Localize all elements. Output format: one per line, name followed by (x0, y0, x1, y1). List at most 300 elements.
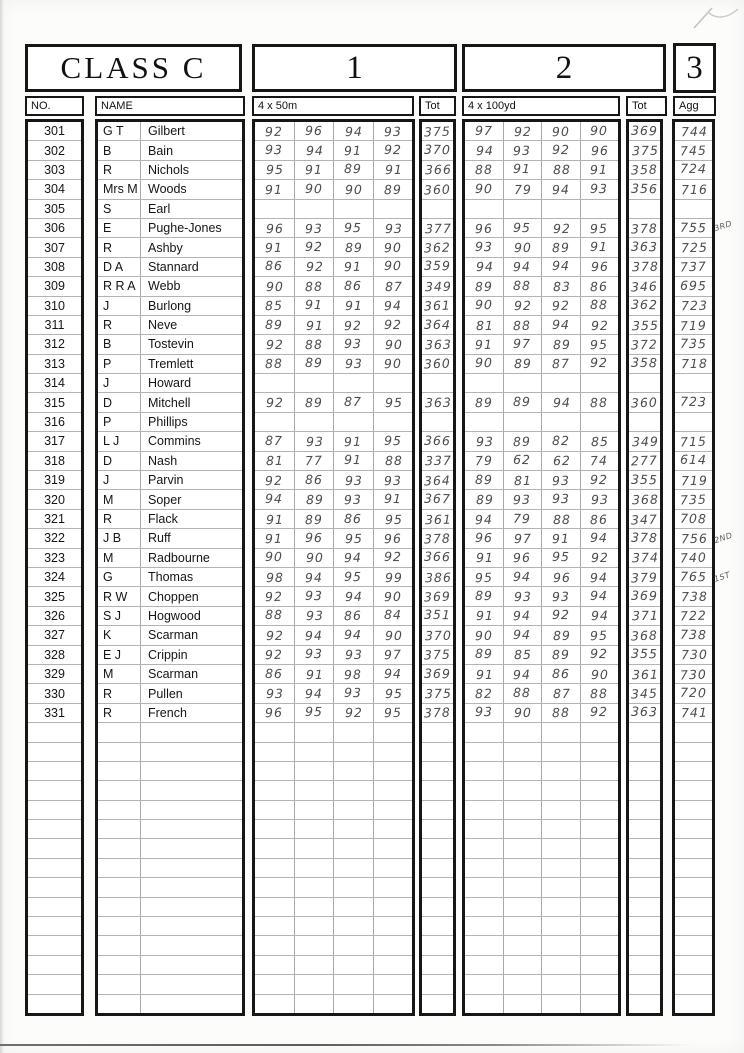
initials-cell (98, 762, 141, 780)
handwritten-score: 95 (383, 705, 402, 721)
handwritten-score: 90 (266, 278, 285, 294)
table-row (465, 549, 618, 568)
handwritten-score: 87 (551, 356, 570, 372)
table-row (422, 898, 453, 917)
aggregate-total-cell (675, 705, 712, 720)
handwritten-aggregate-total: 756 (680, 530, 709, 547)
table-row (465, 161, 618, 180)
table-row (422, 277, 453, 296)
row-number: 329 (44, 667, 65, 682)
score-cell (465, 820, 504, 838)
surname-cell: Nash (148, 453, 178, 468)
handwritten-stage-total: 362 (423, 239, 452, 256)
score-cell (295, 335, 335, 353)
stage-total-cell (422, 162, 453, 177)
initials-cell (98, 936, 141, 954)
handwritten-score: 93 (513, 491, 532, 508)
handwritten-score: 92 (265, 588, 284, 605)
score-cell (374, 393, 413, 411)
handwritten-stage-total: 347 (630, 511, 659, 527)
score-cell (504, 200, 543, 218)
stage1-total-block (419, 119, 456, 1016)
table-row (98, 238, 242, 257)
handwritten-score: 95 (590, 336, 609, 353)
aggregate-total-cell (675, 395, 712, 410)
score-cell (255, 413, 295, 431)
handwritten-score: 93 (591, 491, 610, 508)
handwritten-score: 89 (474, 646, 493, 662)
score-cell (465, 258, 504, 276)
aggregate-total-cell (675, 473, 712, 488)
score-cell (465, 277, 504, 295)
score-cell (504, 839, 543, 857)
table-row (629, 878, 660, 897)
table-row (98, 200, 242, 219)
handwritten-score: 96 (304, 529, 323, 546)
score-cell (374, 646, 413, 664)
score-cell (374, 936, 413, 954)
handwritten-score: 93 (345, 356, 364, 372)
surname-cell: Ashby (148, 240, 183, 255)
score-cell (504, 374, 543, 392)
initials-cell: B (98, 141, 141, 159)
score-cell (295, 704, 335, 722)
handwritten-score: 95 (551, 549, 570, 565)
handwritten-score: 89 (304, 394, 323, 411)
score-cell (581, 820, 619, 838)
score-cell (295, 200, 335, 218)
stage-total-cell (629, 434, 660, 449)
score-cell (542, 161, 581, 179)
table-row (98, 820, 242, 839)
score-cell (504, 684, 543, 702)
score-cell (295, 646, 335, 664)
score-cell (295, 413, 335, 431)
surname-cell: Neve (148, 318, 178, 333)
handwritten-score: 93 (344, 335, 363, 352)
table-row (98, 781, 242, 800)
surname-cell: Webb (148, 279, 181, 294)
score-cell (295, 936, 335, 954)
table-row (255, 355, 412, 374)
table-row (675, 587, 712, 606)
initials-cell: J (98, 471, 141, 489)
score-cell (334, 839, 374, 857)
score-cell (334, 316, 374, 334)
table-row (675, 471, 712, 490)
table-row (98, 510, 242, 529)
table-row (465, 316, 618, 335)
stage-total-cell (629, 318, 660, 333)
score-cell (504, 723, 543, 741)
score-cell (374, 917, 413, 935)
score-cell (255, 936, 295, 954)
score-cell (465, 238, 504, 256)
table-row (675, 374, 712, 393)
table-row (465, 801, 618, 820)
table-row (98, 393, 242, 412)
score-cell (465, 393, 504, 411)
number-column-block (25, 119, 84, 1016)
table-row (465, 122, 618, 141)
score-cell (465, 704, 504, 722)
table-row (422, 471, 453, 490)
table-row (255, 704, 412, 723)
table-row (98, 413, 242, 432)
score-cell (542, 859, 581, 877)
table-row (465, 490, 618, 509)
score-cell (374, 898, 413, 916)
row-number: 330 (44, 686, 65, 701)
initials-cell: M (98, 665, 141, 683)
score-cell (334, 704, 374, 722)
score-cell (581, 975, 619, 993)
handwritten-score: 92 (590, 355, 609, 371)
handwritten-score: 88 (513, 317, 532, 333)
score-cell (465, 898, 504, 916)
handwritten-score: 85 (591, 433, 610, 450)
table-row (675, 839, 712, 858)
handwritten-score: 86 (551, 665, 570, 681)
score-cell (255, 161, 295, 179)
score-cell (255, 238, 295, 256)
score-cell (255, 432, 295, 450)
table-row (98, 898, 242, 917)
handwritten-stage-total: 363 (424, 394, 453, 411)
stage-total-cell (422, 318, 453, 333)
table-row (98, 219, 242, 238)
table-row (422, 122, 453, 141)
table-row (465, 859, 618, 878)
score-cell (581, 490, 619, 508)
row-number: 328 (44, 647, 65, 662)
surname-cell: Crippin (148, 647, 188, 662)
handwritten-stage-total: 349 (424, 278, 453, 295)
score-cell (295, 432, 335, 450)
initials-cell (98, 975, 141, 993)
handwritten-score: 90 (345, 181, 364, 197)
score-cell (374, 820, 413, 838)
score-cell (374, 277, 413, 295)
handwritten-score: 91 (265, 239, 284, 256)
initials-cell: G T (98, 122, 141, 140)
score-cell (295, 471, 335, 489)
handwritten-score: 94 (551, 181, 570, 198)
table-row (675, 297, 712, 316)
handwritten-stage-total: 345 (630, 685, 659, 702)
score-cell (255, 878, 295, 896)
handwritten-score: 93 (551, 490, 570, 507)
aggregate-total-cell (675, 550, 712, 565)
score-cell (334, 820, 374, 838)
table-row (98, 335, 242, 354)
handwritten-score: 89 (344, 161, 363, 177)
table-row (675, 432, 712, 451)
score-cell (374, 374, 413, 392)
score-cell (374, 335, 413, 353)
score-cell (374, 452, 413, 470)
score-cell (504, 568, 543, 586)
table-row (422, 704, 453, 723)
handwritten-score: 94 (304, 569, 323, 585)
table-row (465, 704, 618, 723)
handwritten-score: 94 (345, 588, 364, 605)
table-row (28, 646, 81, 665)
score-cell (581, 626, 619, 644)
handwritten-score: 96 (474, 529, 493, 546)
table-row (675, 626, 712, 645)
table-row (675, 917, 712, 936)
score-cell (295, 607, 335, 625)
stage-total-cell (629, 550, 660, 565)
score-cell (542, 646, 581, 664)
handwritten-score: 93 (344, 684, 363, 701)
aggregate-total-cell (675, 124, 712, 139)
score-cell (295, 374, 335, 392)
score-cell (504, 219, 543, 237)
table-row (28, 297, 81, 316)
score-cell (465, 956, 504, 974)
handwritten-score: 90 (474, 627, 493, 644)
handwritten-score: 93 (305, 608, 324, 624)
score-cell (374, 839, 413, 857)
handwritten-score: 98 (344, 666, 363, 682)
handwritten-score: 92 (552, 220, 571, 236)
table-row (28, 471, 81, 490)
stage1-number: 1 (346, 49, 363, 86)
score-cell (581, 607, 619, 625)
score-cell (581, 432, 619, 450)
table-row (422, 607, 453, 626)
score-cell (581, 936, 619, 954)
handwritten-score: 91 (590, 238, 609, 255)
table-row (28, 529, 81, 548)
table-row (28, 975, 81, 994)
table-row (465, 180, 618, 199)
handwritten-stage-total: 378 (630, 529, 659, 546)
row-number: 331 (44, 705, 65, 720)
score-cell (255, 839, 295, 857)
score-cell (334, 200, 374, 218)
initials-cell: R R A (98, 277, 141, 295)
handwritten-score: 94 (590, 529, 609, 546)
score-cell (581, 878, 619, 896)
stage-total-cell (629, 628, 660, 643)
table-row (422, 917, 453, 936)
stage-total-cell (422, 124, 453, 139)
handwritten-aggregate-total: 755 (679, 219, 708, 235)
score-cell (504, 995, 543, 1013)
handwritten-score: 88 (304, 278, 323, 295)
score-cell (465, 646, 504, 664)
table-row (629, 801, 660, 820)
table-row (98, 141, 242, 160)
table-row (465, 665, 618, 684)
score-cell (581, 762, 619, 780)
score-cell (542, 297, 581, 315)
table-row (98, 258, 242, 277)
handwritten-score: 92 (514, 123, 533, 139)
table-row (465, 820, 618, 839)
table-row (629, 839, 660, 858)
table-row (98, 975, 242, 994)
handwritten-stage-total: 349 (631, 433, 660, 450)
score-cell (295, 878, 335, 896)
stage-total-cell (629, 221, 660, 236)
table-row (255, 180, 412, 199)
handwritten-score: 95 (344, 568, 363, 584)
handwritten-score: 96 (591, 259, 610, 275)
table-row (629, 995, 660, 1013)
handwritten-score: 90 (474, 180, 493, 197)
score-cell (334, 529, 374, 547)
score-cell (504, 122, 543, 140)
table-row (422, 995, 453, 1013)
score-cell (255, 374, 295, 392)
handwritten-score: 95 (266, 162, 285, 178)
table-row (255, 587, 412, 606)
score-cell (334, 258, 374, 276)
score-cell (295, 258, 335, 276)
surname-cell: Radbourne (148, 550, 210, 565)
handwritten-score: 94 (304, 627, 323, 644)
table-row (422, 413, 453, 432)
handwritten-score: 91 (265, 530, 284, 547)
table-row (422, 568, 453, 587)
handwritten-stage-total: 366 (423, 432, 452, 449)
stage-total-cell (629, 124, 660, 139)
table-row (255, 471, 412, 490)
score-cell (542, 200, 581, 218)
table-row (98, 743, 242, 762)
handwritten-score: 90 (305, 550, 324, 566)
stage-total-cell (629, 492, 660, 507)
score-cell (255, 490, 295, 508)
score-cell (542, 316, 581, 334)
table-row (255, 297, 412, 316)
score-cell (581, 646, 619, 664)
table-row (422, 141, 453, 160)
table-row (675, 665, 712, 684)
score-cell (255, 180, 295, 198)
aggregate-total-cell (675, 318, 712, 333)
table-row (629, 316, 660, 335)
handwritten-score: 94 (344, 626, 363, 642)
table-row (28, 568, 81, 587)
surname-cell: Choppen (148, 589, 199, 604)
row-number: 312 (44, 337, 65, 352)
score-cell (334, 956, 374, 974)
score-cell (542, 917, 581, 935)
handwritten-stage-total: 359 (423, 258, 452, 274)
score-cell (465, 432, 504, 450)
score-cell (542, 258, 581, 276)
handwritten-aggregate-total: 719 (679, 317, 708, 334)
table-row (465, 297, 618, 316)
surname-cell: Commins (148, 434, 201, 449)
table-row (675, 180, 712, 199)
handwritten-score: 90 (383, 356, 402, 372)
table-row (422, 180, 453, 199)
score-cell (581, 917, 619, 935)
initials-cell (98, 839, 141, 857)
handwritten-score: 95 (590, 627, 609, 644)
aggregate-total-cell (675, 531, 712, 546)
table-row (255, 936, 412, 955)
handwritten-stage-total: 361 (423, 297, 452, 314)
score-cell (465, 859, 504, 877)
handwritten-score: 93 (383, 472, 402, 489)
row-number: 320 (44, 492, 65, 507)
table-row (28, 238, 81, 257)
score-cell (504, 490, 543, 508)
score-cell (295, 898, 335, 916)
table-row (255, 607, 412, 626)
handwritten-score: 85 (514, 647, 533, 663)
handwritten-score: 77 (304, 453, 323, 469)
score-cell (295, 859, 335, 877)
score-cell (374, 665, 413, 683)
table-row (629, 626, 660, 645)
score-cell (504, 529, 543, 547)
table-row (422, 801, 453, 820)
handwritten-score: 96 (383, 530, 402, 547)
table-row (629, 704, 660, 723)
table-row (675, 762, 712, 781)
table-row (675, 956, 712, 975)
score-cell (334, 995, 374, 1013)
handwritten-score: 96 (474, 220, 493, 236)
stage-total-cell (422, 298, 453, 313)
handwritten-score: 88 (590, 297, 609, 313)
score-cell (542, 568, 581, 586)
handwritten-stage-total: 363 (630, 238, 659, 255)
score-cell (581, 200, 619, 218)
score-cell (255, 859, 295, 877)
score-cell (465, 801, 504, 819)
table-row (629, 452, 660, 471)
score-cell (542, 704, 581, 722)
handwritten-score: 94 (591, 608, 610, 624)
score-cell (542, 975, 581, 993)
handwritten-score: 94 (590, 569, 609, 585)
aggregate-total-cell (675, 628, 712, 643)
handwritten-stage-total: 355 (630, 646, 659, 662)
handwritten-score: 94 (551, 316, 570, 332)
score-cell (255, 529, 295, 547)
table-row (629, 820, 660, 839)
table-row (255, 393, 412, 412)
handwritten-score: 89 (552, 336, 571, 353)
stage-total-cell (629, 686, 660, 701)
stage-total-cell (629, 705, 660, 720)
table-row (98, 471, 242, 490)
table-row (255, 549, 412, 568)
handwritten-score: 91 (551, 530, 570, 547)
score-cell (374, 200, 413, 218)
score-cell (542, 665, 581, 683)
score-cell (334, 646, 374, 664)
table-row (465, 374, 618, 393)
handwritten-score: 82 (551, 432, 570, 449)
stage-total-cell (422, 473, 453, 488)
initials-cell: S (98, 200, 141, 218)
score-cell (465, 743, 504, 761)
score-cell (465, 665, 504, 683)
handwritten-aggregate-total: 718 (680, 356, 709, 372)
handwritten-score: 79 (513, 510, 532, 526)
score-cell (374, 355, 413, 373)
